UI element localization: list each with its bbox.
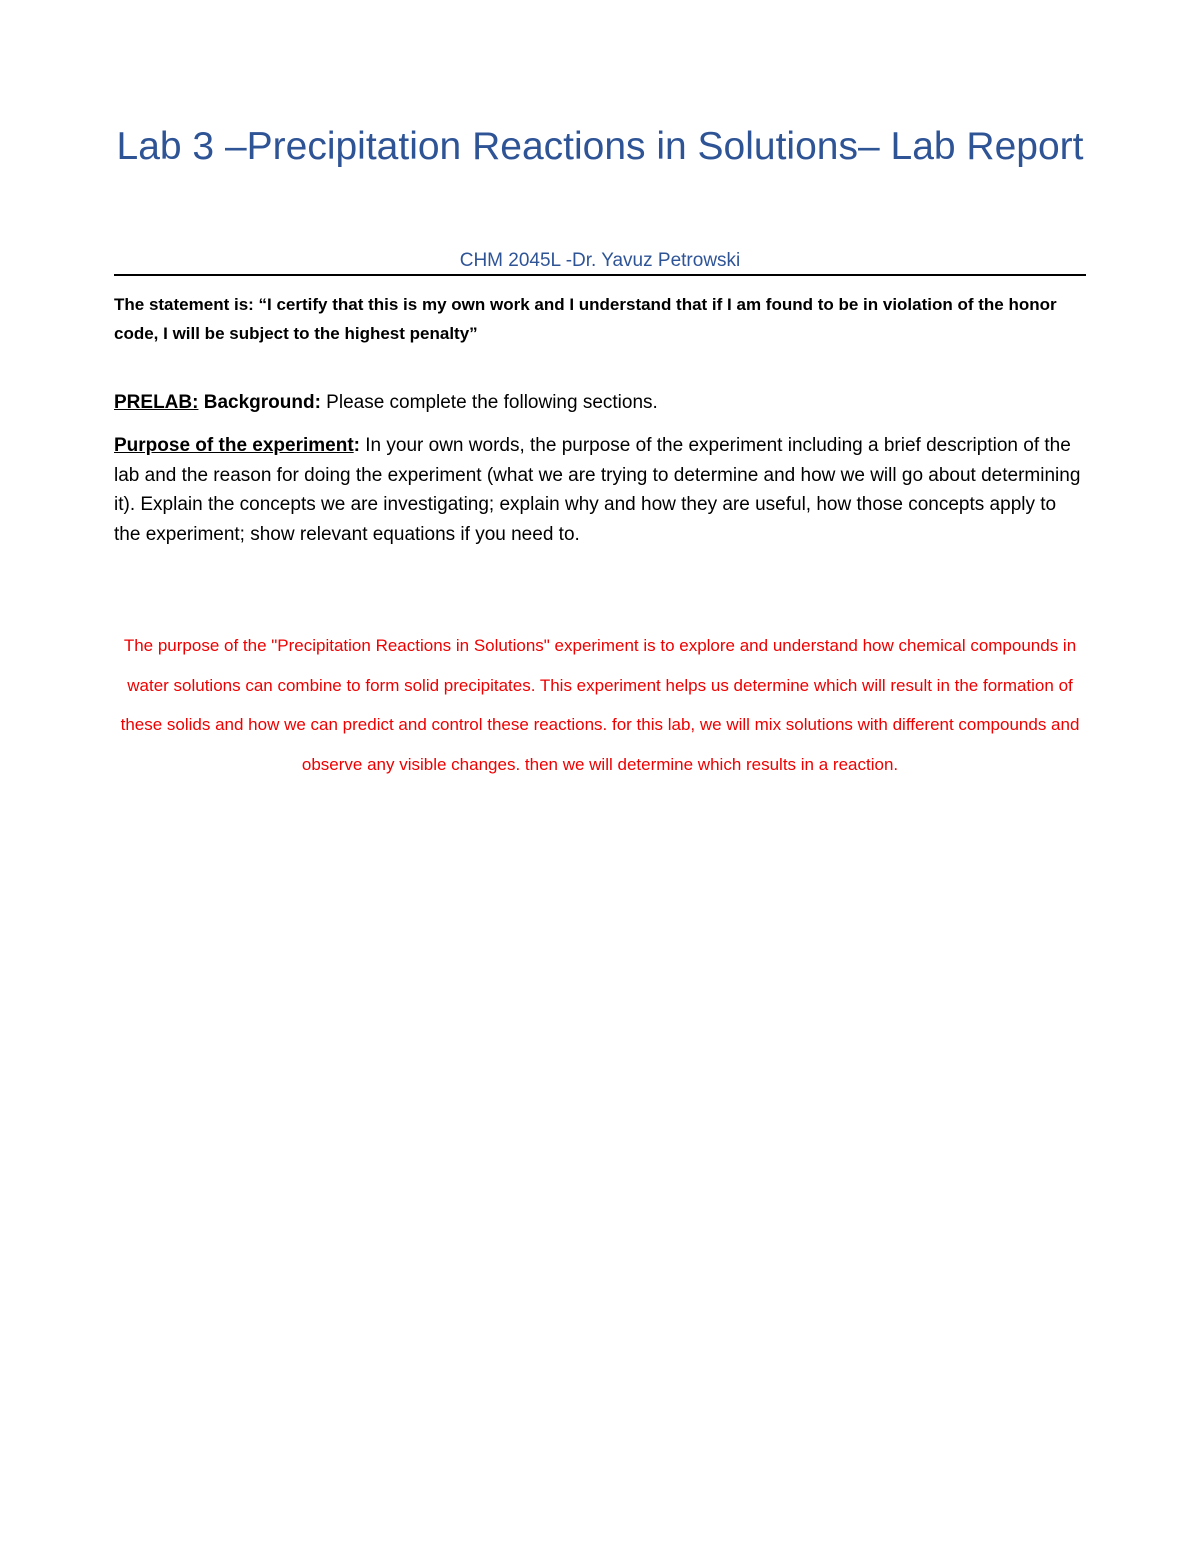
course-subtitle: CHM 2045L -Dr. Yavuz Petrowski <box>459 250 741 271</box>
purpose-section <box>114 431 1086 549</box>
purpose-label: Purpose of the experiment <box>114 435 354 456</box>
prelab-label: PRELAB: <box>114 392 199 413</box>
prelab-section <box>114 389 1086 417</box>
purpose-instruction: In your own words, the purpose of the experiment including a brief description of the lab and the reason for doing the experiment (what we are trying to determine and how we will go about determining it). Explain the concepts we are investigating; explain why and how they are useful, how those concepts apply to the experiment; show relevant equations if you need to. <box>114 435 1081 545</box>
background-heading: Background: <box>198 392 321 413</box>
document-title: Lab 3 –Precipitation Reactions in Solutions– Lab Report <box>116 125 1084 168</box>
title-divider <box>114 274 1086 276</box>
purpose-answer: The purpose of the "Precipitation Reactions in Solutions" experiment is to explore and understand how chemical compounds in water solutions can combine to form solid precipitates. This experiment helps us determine which will result in the formation of these solids and how we can predict and control these reactions. for this lab, we will mix solutions with different compounds and observe any visible changes. then we will determine which results in a reaction. <box>120 636 1080 774</box>
purpose-colon: : <box>353 435 360 456</box>
honor-statement: The statement is: “I certify that this is my own work and I understand that if I am found to be in violation of the honor code, I will be subject to the highest penalty” <box>114 295 1057 343</box>
prelab-instruction: Please complete the following sections. <box>320 392 658 413</box>
